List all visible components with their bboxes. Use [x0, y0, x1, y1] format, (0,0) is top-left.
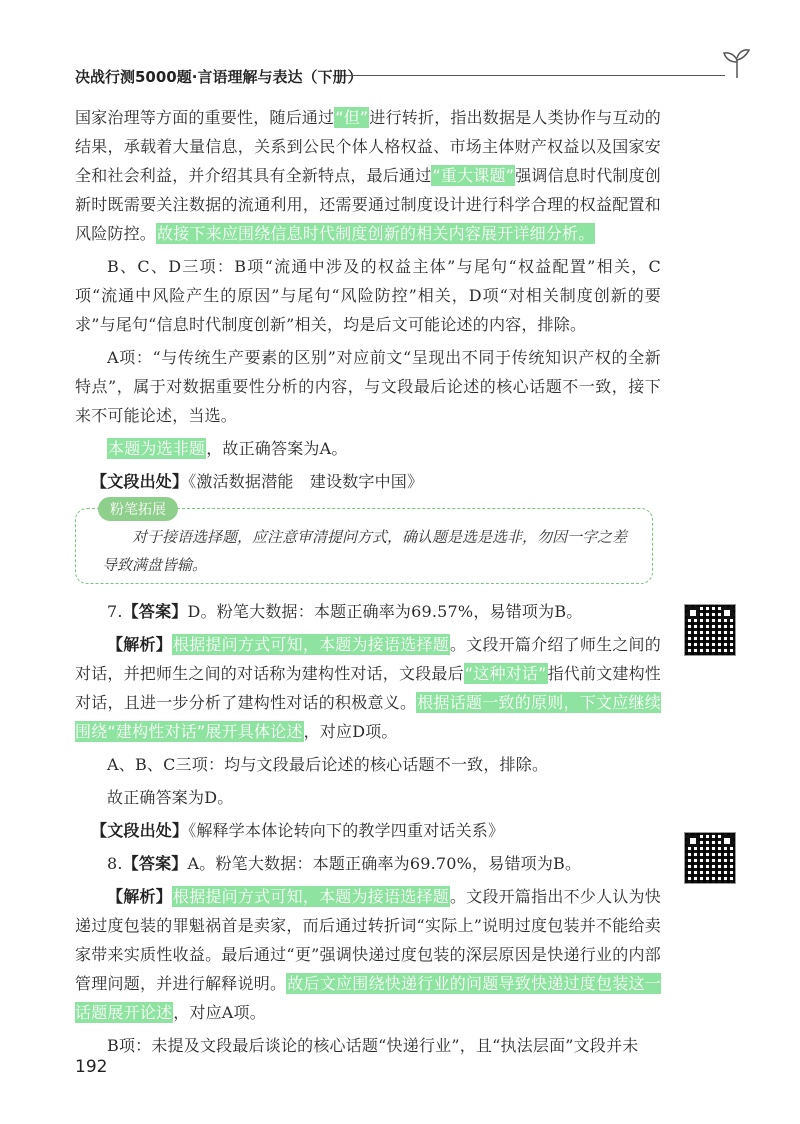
highlight: 故后文应围绕快递行业的问题导致快递过度包装这一话题展开论述	[75, 974, 661, 1022]
highlight: “这种对话”	[464, 664, 547, 683]
source-line: 【文段出处】《激活数据潜能 建设数字中国》	[91, 472, 424, 491]
running-header	[75, 62, 755, 92]
highlight: 根据提问方式可知，本题为接语选择题	[172, 635, 449, 654]
qr-code-icon[interactable]	[684, 604, 736, 656]
paragraph: 故正确答案为D。	[107, 788, 234, 807]
q7-answer: 7.【答案】D。粉笔大数据：本题正确率为69.57%，易错项为B。	[107, 602, 583, 621]
highlight: 故接下来应围绕信息时代制度创新的相关内容展开详细分析。	[157, 224, 595, 243]
q8-analysis: 【解析】根据提问方式可知，本题为接语选择题。文段开篇指出不少人认为快递过度包装的罪魁祸首是卖家，而后通过转折词“实际上”说明过度包装并不能给卖家带来实质性收益。最后通过“更”强调快递过度包装的深层原因是快递行业的内部管理问题，并进行解释说明。故后文应围绕快递行业的问题导致快递过度包装这一话题展开论述，对应A项。	[75, 887, 661, 1022]
page-number: 192	[75, 1057, 108, 1077]
sprout-icon	[719, 44, 755, 80]
q8-answer: 8.【答案】A。粉笔大数据：本题正确率为69.70%，易错项为B。	[107, 854, 582, 873]
highlight: “重大课题”	[432, 166, 515, 185]
q7-analysis: 【解析】根据提问方式可知，本题为接语选择题。文段开篇介绍了师生之间的对话，并把师生之间的对话称为建构性对话，文段最后“这种对话”指代前文建构性对话，且进一步分析了建构性对话的积极意义。根据话题一致的原则，下文应继续围绕“建构性对话”展开具体论述，对应D项。	[75, 635, 661, 741]
fenbi-text: 对于接语选择题，应注意审清提问方式，确认题是选是选非，勿因一字之差导致满盘皆输。	[102, 528, 628, 574]
highlight: 本题为选非题	[108, 439, 206, 458]
analysis-block-6	[75, 103, 661, 496]
highlight: “但”	[335, 108, 369, 127]
highlight: 根据话题一致的原则，下文应继续围绕“建构性对话”展开具体论述	[75, 693, 661, 741]
paragraph: B、C、D三项：B项“流通中涉及的权益主体”与尾句“权益配置”相关，C项“流通中风险产生的原因”与尾句“风险防控”相关，D项“对相关制度创新的要求”与尾句“信息时代制度创新”相关，均是后文可能论述的内容，排除。	[75, 257, 661, 334]
analysis-questions	[75, 597, 661, 1060]
header-rule	[345, 75, 725, 76]
paragraph: 国家治理等方面的重要性，随后通过“但”进行转折，指出数据是人类协作与互动的结果，承载着大量信息，关系到公民个体人格权益、市场主体财产权益以及国家安全和社会利益，并介绍其具有全新特点，最后通过“重大课题”强调信息时代制度创新时既需要关注数据的流通利用，还需要通过制度设计进行科学合理的权益配置和风险防控。故接下来应围绕信息时代制度创新的相关内容展开详细分析。	[75, 108, 661, 243]
paragraph: A、B、C三项：均与文段最后论述的核心话题不一致，排除。	[107, 755, 549, 774]
fenbi-tag: 粉笔拓展	[98, 497, 178, 521]
qr-code-icon[interactable]	[684, 832, 736, 884]
fenbi-extension-box	[75, 502, 653, 584]
paragraph: B项：未提及文段最后谈论的核心话题“快递行业”，且“执法层面”文段并未	[107, 1036, 639, 1055]
highlight: 根据提问方式可知，本题为接语选择题	[172, 887, 449, 906]
source-line: 【文段出处】《解释学本体论转向下的教学四重对话关系》	[91, 821, 505, 840]
book-title: 决战行测5000题·言语理解与表达（下册）	[75, 68, 363, 86]
paragraph: A项：“与传统生产要素的区别”对应前文“呈现出不同于传统知识产权的全新特点”，属于对数据重要性分析的内容，与文段最后论述的核心话题不一致，接下来不可能论述，当选。	[75, 348, 661, 425]
paragraph: 本题为选非题，故正确答案为A。	[108, 439, 348, 458]
